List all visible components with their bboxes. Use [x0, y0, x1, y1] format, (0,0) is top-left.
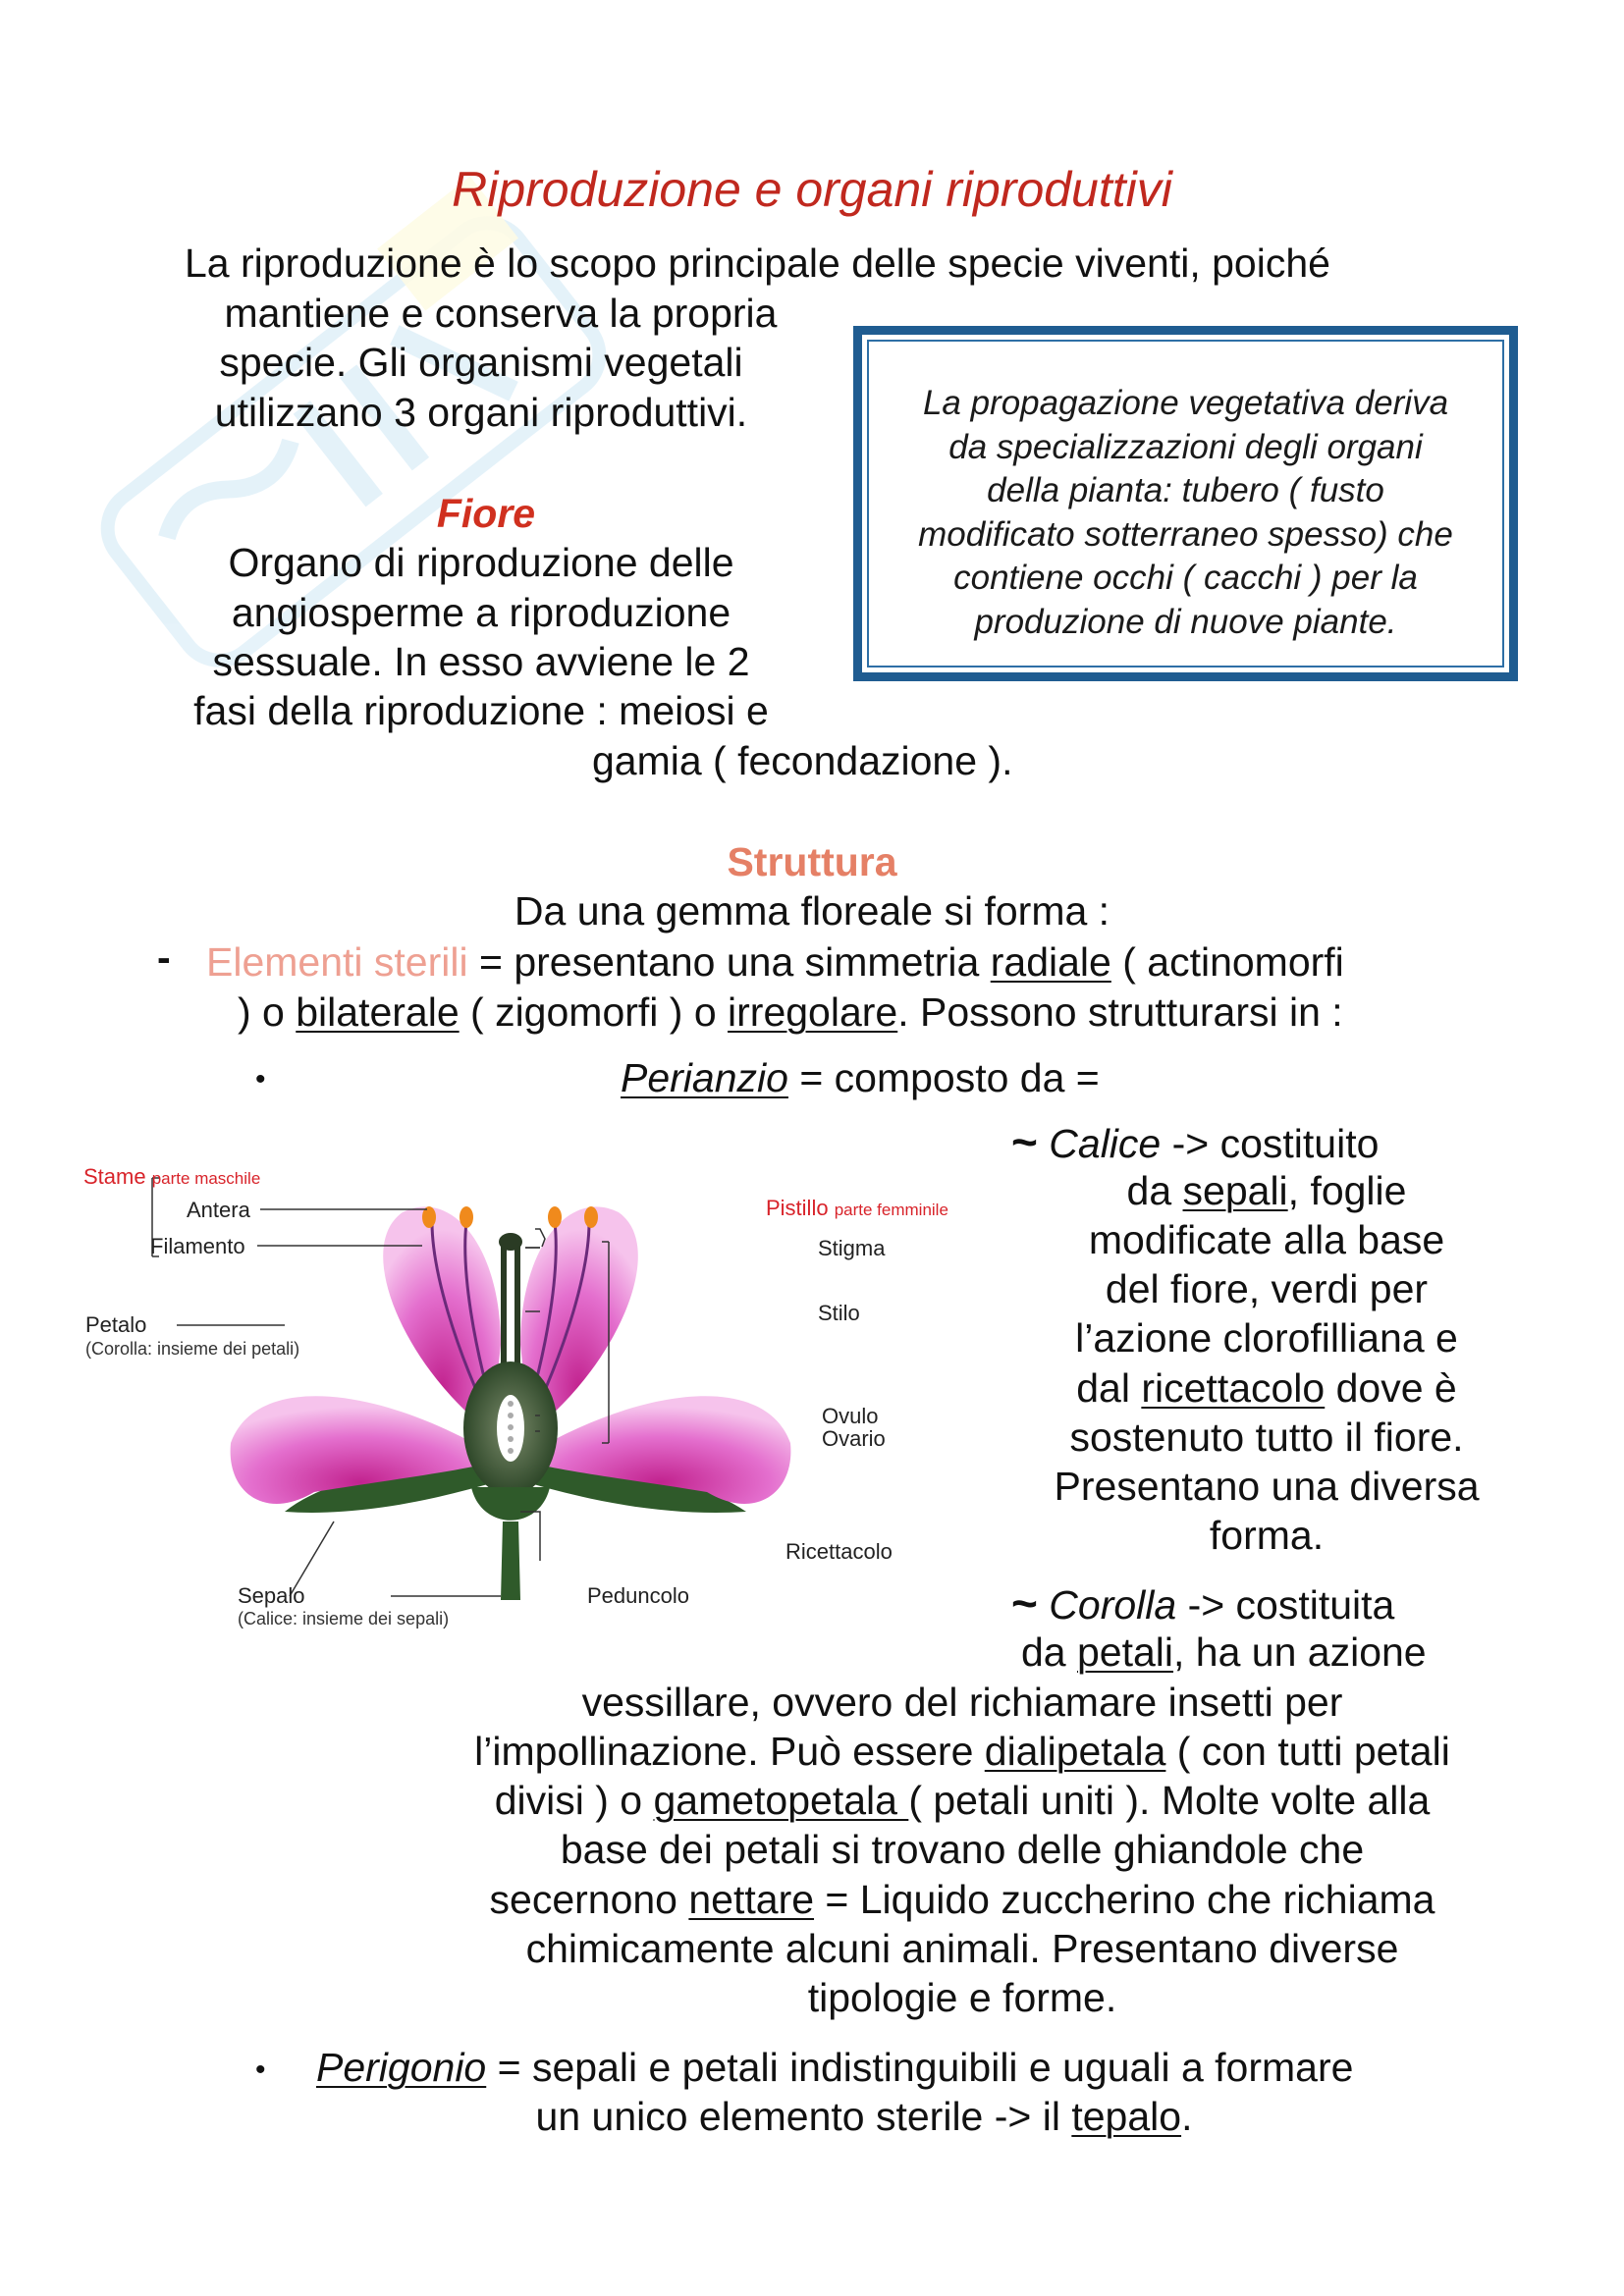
steril-text-e: . Possono strutturarsi in : — [897, 989, 1343, 1035]
steril-text-d: ( zigomorfi ) o — [459, 989, 729, 1035]
peduncolo-label: Peduncolo — [587, 1583, 689, 1608]
perigonio-term: Perigonio — [316, 2045, 487, 2090]
corolla-line-3: vessillare, ovvero del richiamare insetti per — [581, 1680, 1343, 1725]
corolla-term: Corolla — [1049, 1582, 1177, 1628]
box-line-6: produzione di nuove piante. — [974, 602, 1397, 641]
calice-line-2 — [1011, 1166, 1522, 1215]
tepalo-term: tepalo — [1071, 2094, 1182, 2139]
corolla-t3: , ha un azione — [1173, 1629, 1427, 1675]
elementi-sterili-label: Elementi sterili — [206, 939, 468, 985]
corolla-line-2 — [1021, 1628, 1427, 1677]
corolla-line-8: chimicamente alcuni animali. Presentano diverse — [525, 1926, 1399, 1971]
corolla-line-4 — [373, 1727, 1551, 1776]
ovario-label: Ovario — [822, 1426, 886, 1451]
sepali-term: sepali — [1182, 1168, 1288, 1213]
perigonio-t1: = sepali e petali indistinguibili e uguali a formare — [486, 2045, 1354, 2090]
bilaterale-term: bilaterale — [296, 989, 460, 1035]
pistillo-text: Pistillo — [766, 1196, 829, 1220]
perigonio-line-2 — [255, 2092, 1473, 2141]
ovulo-label: Ovulo — [822, 1404, 879, 1428]
receptacle — [471, 1487, 550, 1521]
calice-line-5: l’azione clorofilliana e — [1075, 1315, 1458, 1361]
bullet-perianzio: • — [255, 1063, 266, 1095]
petali-term: petali — [1077, 1629, 1174, 1675]
stame-text: Stame — [83, 1164, 146, 1189]
bullet-perigonio: • — [255, 2054, 266, 2086]
fiore-heading: Fiore — [436, 491, 536, 536]
fiore-line-4: fasi della riproduzione : meiosi e — [193, 688, 769, 733]
corolla-t1: -> costituita — [1176, 1582, 1395, 1628]
radiale-term: radiale — [990, 939, 1111, 985]
calice-line-4: del fiore, verdi per — [1105, 1266, 1429, 1311]
perigonio-line-1 — [316, 2043, 1353, 2092]
steril-text-b: ( actinomorfi — [1110, 939, 1344, 985]
box-line-1: La propagazione vegetativa deriva — [922, 384, 1449, 422]
fiore-line-5: gamia ( fecondazione ). — [592, 738, 1013, 783]
page-title: Riproduzione e organi riproduttivi — [452, 162, 1172, 217]
petalo-sub: (Corolla: insieme dei petali) — [85, 1339, 300, 1359]
antera-label: Antera — [187, 1198, 250, 1222]
calice-line-9: forma. — [1209, 1513, 1325, 1558]
steril-text-a: = presentano una simmetria — [467, 939, 991, 985]
sepalo-sub: (Calice: insieme dei sepali) — [238, 1609, 450, 1629]
corolla-l7a: secernono — [489, 1877, 689, 1922]
flower-diagram — [79, 1148, 1001, 1639]
fiore-line-3: sessuale. In esso avviene le 2 — [212, 639, 750, 684]
box-line-4: modificato sotterraneo spesso) che — [918, 514, 1453, 554]
stame-label — [83, 1164, 260, 1190]
gametopetala-term: gametopetala — [653, 1778, 909, 1823]
stigma-label: Stigma — [818, 1236, 886, 1260]
ricettacolo-label: Ricettacolo — [785, 1539, 893, 1564]
calice-line-6 — [1001, 1363, 1532, 1413]
peduncle — [501, 1522, 520, 1600]
dialipetala-term: dialipetala — [984, 1729, 1166, 1774]
corolla-l5a: divisi ) o — [494, 1778, 654, 1823]
corolla-line-5 — [373, 1776, 1551, 1825]
pistillo-label — [766, 1196, 948, 1221]
corolla-l4a: l’impollinazione. Può essere — [474, 1729, 985, 1774]
ricettacolo-term: ricettacolo — [1141, 1365, 1326, 1411]
calice-line-1 — [1011, 1117, 1379, 1168]
steril-text-c: ) o — [238, 989, 297, 1035]
anther-3 — [548, 1206, 562, 1228]
nettare-term: nettare — [688, 1877, 815, 1922]
corolla-line-1 — [1011, 1578, 1394, 1629]
perianzio-line — [621, 1053, 1100, 1102]
calice-t2: da — [1126, 1168, 1183, 1213]
vegetative-propagation-box — [853, 326, 1518, 681]
irregolare-term: irregolare — [728, 989, 898, 1035]
corolla-line-6: base dei petali si trovano delle ghiandole che — [560, 1827, 1365, 1872]
fiore-line-1: Organo di riproduzione delle — [228, 540, 734, 585]
calice-line-7: sostenuto tutto il fiore. — [1069, 1415, 1464, 1460]
corolla-t2: da — [1021, 1629, 1077, 1675]
stame-sub: parte maschile — [151, 1169, 261, 1188]
corolla-l5b: ( petali uniti ). Molte volte alla — [908, 1778, 1431, 1823]
filamento-label: Filamento — [150, 1234, 245, 1258]
corolla-line-9: tipologie e forme. — [807, 1975, 1117, 2020]
fiore-line-2: angiosperme a riproduzione — [231, 590, 731, 635]
corolla-l4b: ( con tutti petali — [1165, 1729, 1450, 1774]
pistillo-sub: parte femminile — [834, 1201, 948, 1219]
intro-line-3: specie. Gli organismi vegetali — [219, 340, 743, 385]
intro-line-4: utilizzano 3 organi riproduttivi. — [214, 390, 748, 435]
tilde-icon: ~ — [1011, 1116, 1038, 1167]
perianzio-rest: = composto da = — [787, 1055, 1100, 1100]
struttura-heading: Struttura — [727, 839, 897, 884]
calice-term: Calice — [1049, 1121, 1162, 1166]
corolla-line-7 — [373, 1875, 1551, 1924]
perigonio-t3: . — [1181, 2094, 1193, 2139]
box-line-5: contiene occhi ( cacchi ) per la — [953, 559, 1418, 597]
corolla-l7b: = Liquido zuccherino che richiama — [814, 1877, 1435, 1922]
calice-l6a: dal — [1076, 1365, 1142, 1411]
box-line-2: da specializzazioni degli organi — [948, 427, 1423, 466]
stigma — [499, 1233, 522, 1251]
sepalo-label: Sepalo — [238, 1583, 305, 1608]
box-line-3: della pianta: tubero ( fusto — [987, 471, 1384, 509]
perigonio-t2: un unico elemento sterile -> il — [535, 2094, 1072, 2139]
calice-l6b: dove è — [1325, 1365, 1457, 1411]
anther-4 — [584, 1206, 598, 1228]
elementi-sterili-line-2 — [238, 988, 1343, 1037]
stilo-label: Stilo — [818, 1301, 860, 1325]
elementi-sterili-line-1 — [206, 937, 1344, 987]
calice-line-8: Presentano una diversa — [1054, 1464, 1480, 1509]
calice-line-3: modificate alla base — [1088, 1217, 1445, 1262]
tilde-icon: ~ — [1011, 1577, 1038, 1629]
struttura-intro: Da una gemma floreale si forma : — [514, 888, 1110, 934]
intro-line-1: La riproduzione è lo scopo principale delle specie viventi, poiché — [185, 240, 1330, 286]
dash-bullet: - — [157, 934, 171, 980]
perianzio-term: Perianzio — [621, 1055, 788, 1100]
anther-2 — [460, 1206, 473, 1228]
calice-t3: , foglie — [1287, 1168, 1407, 1213]
calice-t1: -> costituito — [1161, 1121, 1380, 1166]
petalo-label: Petalo — [85, 1312, 147, 1337]
intro-line-2: mantiene e conserva la propria — [224, 291, 778, 336]
